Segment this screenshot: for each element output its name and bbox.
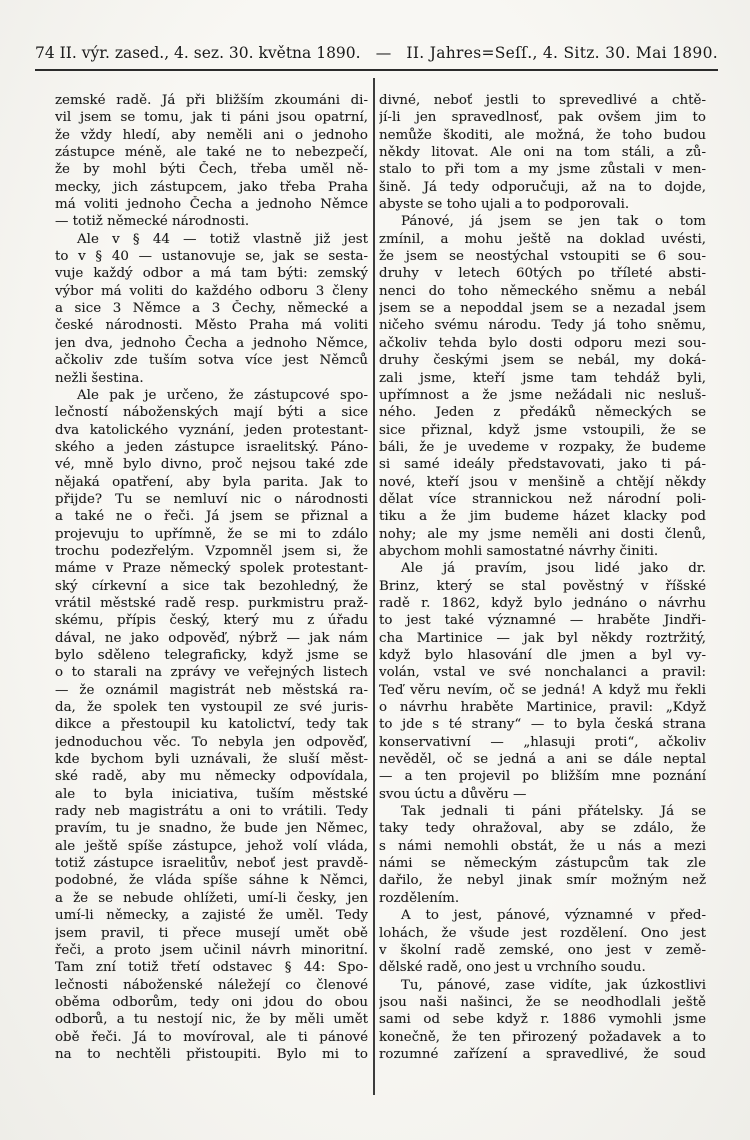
text-line: má voliti jednoho Čecha a jednoho Němce bbox=[55, 197, 368, 213]
right-column bbox=[379, 92, 706, 1095]
text-line: jsou naši našinci, že se neodhodlali ještě bbox=[379, 994, 706, 1010]
text-line: a také ne o řeči. Já jsem se přiznal a bbox=[55, 509, 368, 525]
text-line: o návrhu hraběte Martinice, pravil: „Když bbox=[379, 700, 706, 716]
text-line: si samé ideály představovati, jako ti pá- bbox=[379, 457, 706, 473]
text-line: přijde? Tu se nemluví nic o národnosti bbox=[55, 491, 368, 507]
text-line: Tak jednali ti páni přátelsky. Já se bbox=[401, 804, 706, 820]
text-line: dával, ne jako odpověď, nýbrž — jak nám bbox=[55, 630, 368, 646]
text-line: dva katolického vyznání, jeden protestant- bbox=[55, 422, 368, 438]
text-line: dikce a přestoupil ku katolictví, tedy tak bbox=[55, 717, 368, 733]
text-line: ale ještě spíše zástupce, jehož volí vláda, bbox=[55, 838, 368, 854]
text-line: odborů, a tu nestojí nic, že by měli umět bbox=[55, 1012, 368, 1028]
text-line: s námi nemohli obstát, že u nás a mezi bbox=[379, 838, 706, 854]
text-line: ného. Jeden z předáků německých se bbox=[379, 405, 706, 421]
text-line: o to starali na zprávy ve veřejných listech bbox=[55, 665, 368, 681]
text-line: radě r. 1862, když bylo jednáno o návrhu bbox=[379, 595, 706, 611]
text-line: to v § 40 — ustanovuje se, jak se sesta- bbox=[55, 249, 368, 265]
text-line: konservativní — „hlasuji proti“, ačkoliv bbox=[379, 734, 706, 750]
text-line: umí-li německy, a zajisté že uměl. Tedy bbox=[55, 908, 368, 924]
text-line: rozdělením. bbox=[379, 890, 460, 906]
left-column bbox=[55, 92, 368, 1095]
text-line: Teď věru nevím, oč se jedná! A když mu řekli bbox=[379, 682, 706, 698]
text-line: lohách, že všude jest rozdělení. Ono jest bbox=[379, 925, 706, 941]
text-line: bylo sděleno telegraficky, když jsme se bbox=[55, 648, 368, 663]
text-line: trochu podezřelým. Vzpomněl jsem si, že bbox=[55, 543, 368, 559]
text-line: to jest také významné — hraběte Jindři- bbox=[379, 613, 706, 629]
text-line: vé, mně bylo divno, proč nejsou také zde bbox=[55, 457, 368, 473]
text-line: Ale pak je určeno, že zástupcové spo- bbox=[77, 387, 368, 403]
text-line: v školní radě zemské, ono jest v země- bbox=[379, 942, 706, 958]
text-line: dělské radě, ono jest u vrchního soudu. bbox=[379, 960, 646, 976]
text-line: ničeho svému národu. Tedy já toho sněmu, bbox=[379, 318, 706, 334]
text-line: nemůže škoditi, ale možná, že toho budou bbox=[379, 127, 706, 143]
text-line: ale to byla iniciativa, tuším městské bbox=[55, 786, 368, 802]
text-line: sami od sebe když r. 1886 vymohli jsme bbox=[379, 1012, 706, 1028]
text-line: — totiž německé národnosti. bbox=[55, 214, 250, 230]
text-line: jsem se a nepoddal jsem se a nezadal jsem bbox=[379, 301, 706, 317]
text-line: Tu, pánové, zase vidíte, jak úzkostlivi bbox=[401, 977, 706, 993]
text-line: podobné, že vláda spíše sáhne k Němci, bbox=[55, 873, 368, 889]
text-line: jednoduchou věc. To nebyla jen odpověď, bbox=[55, 734, 368, 750]
text-line: ačkoliv tehda bylo dosti odporu mezi sou- bbox=[379, 335, 706, 351]
text-line: mecky, jich zástupcem, jako třeba Praha bbox=[55, 179, 368, 195]
text-line: totiž zástupce israelitův, neboť jest pravdě- bbox=[55, 856, 368, 872]
text-line: zmínil, a mohu ještě na doklad uvésti, bbox=[379, 231, 706, 247]
text-line: šině. Já tedy odporučuji, až na to dojde, bbox=[379, 179, 706, 195]
text-line: cha Martinice — jak byl někdy roztržitý, bbox=[379, 630, 706, 646]
text-line: někdy litovat. Ale oni na tom stáli, a zů- bbox=[379, 145, 706, 161]
text-line: divné, neboť jestli to sprevedlivé a chtě- bbox=[379, 93, 706, 108]
page-header bbox=[35, 44, 718, 62]
text-line: druhy v letech 60tých po tříleté absti- bbox=[379, 266, 706, 282]
text-line: vil jsem se tomu, jak ti páni jsou opatrní, bbox=[55, 110, 368, 126]
text-line: konečně, že ten přirozený požadavek a to bbox=[379, 1029, 706, 1045]
text-line: ské radě, aby mu německy odpovídala, bbox=[55, 769, 368, 785]
text-line: zemské radě. Já při bližším zkoumáni di- bbox=[55, 93, 368, 108]
text-line: nohy; ale my jsme neměli ani dosti členů, bbox=[379, 526, 706, 542]
text-line: na to nechtěli přistoupiti. Bylo mi to bbox=[55, 1046, 368, 1062]
text-line: projevuju to upřímně, že se mi to zdálo bbox=[55, 526, 368, 542]
text-line: Ale já pravím, jsou lidé jako dr. bbox=[401, 561, 706, 577]
text-line: ačkoliv zde tuším sotva více jest Němců bbox=[55, 353, 368, 369]
text-line: taky tedy ohražoval, aby se zdálo, že bbox=[379, 821, 706, 837]
text-line: a že se nebude ohlížeti, umí-li česky, jen bbox=[55, 890, 368, 906]
text-line: Ale v § 44 — totiž vlastně již jest bbox=[77, 231, 368, 247]
text-line: zástupce méně, ale také ne to nebezpečí, bbox=[55, 145, 368, 161]
text-line: upřímnost a že jsme nežádali nic nesluš- bbox=[379, 387, 706, 403]
text-line: lečnosti náboženské náležejí co členové bbox=[55, 977, 368, 993]
text-line: nové, kteří jsou v menšině a chtějí někdy bbox=[379, 474, 706, 490]
text-line: rady neb magistrátu a oni to vrátili. Tedy bbox=[55, 804, 368, 820]
text-line: a sice 3 Němce a 3 Čechy, německé a bbox=[55, 301, 368, 317]
text-line: skému, přípis český, který mu z úřadu bbox=[55, 613, 368, 629]
text-line: rozumné zařízení a spravedlivé, že soud bbox=[379, 1046, 706, 1062]
text-line: že by mohl býti Čech, třeba uměl ně- bbox=[55, 162, 368, 178]
text-line: — že oznámil magistrát neb městská ra- bbox=[55, 682, 368, 698]
text-line: Brinz, který se stal pověstný v říšské bbox=[379, 578, 706, 594]
header-rule bbox=[35, 69, 718, 71]
text-line: oběma odborům, tedy oni jdou do obou bbox=[55, 994, 368, 1010]
text-line: že vždy hledí, aby neměli ani o jednoho bbox=[55, 127, 368, 143]
text-line: vrátil městské radě resp. purkmistru praž- bbox=[55, 595, 368, 611]
text-line: že jsem se neostýchal vstoupiti se 6 sou- bbox=[379, 249, 706, 265]
text-line: stalo to při tom a my jsme zůstali v men- bbox=[379, 162, 706, 178]
text-line: dařilo, že nebyl jinak smír možným než bbox=[379, 873, 706, 889]
text-line: vuje každý odbor a má tam býti: zemský bbox=[55, 266, 368, 282]
text-line: A to jest, pánové, významné v před- bbox=[401, 908, 706, 924]
text-line: ský církevní a sice tak bezohledný, že bbox=[55, 578, 368, 594]
text-line: jí-li jen spravedlnosť, pak ovšem jim to bbox=[379, 110, 706, 126]
text-line: lečností náboženských mají býti a sice bbox=[55, 405, 368, 421]
text-line: sice přiznal, když jsme vstoupili, že se bbox=[379, 422, 706, 438]
text-line: nějaká opatření, aby byla parita. Jak to bbox=[55, 474, 368, 490]
text-line: obě řeči. Já to movíroval, ale ti pánové bbox=[55, 1029, 368, 1045]
text-line: výbor má voliti do každého odboru 3 členy bbox=[55, 283, 368, 299]
text-line: to jde s té strany“ — to byla česká strana bbox=[379, 717, 706, 733]
text-line: tiku a že jim budeme házet klacky pod bbox=[379, 509, 706, 525]
text-line: druhy českými jsem se nebál, my doká- bbox=[379, 353, 706, 369]
text-line: Pánové, já jsem se jen tak o tom bbox=[401, 214, 706, 230]
text-line: řeči, a proto jsem učinil návrh minoritní. bbox=[55, 942, 368, 958]
text-line: nežli šestina. bbox=[55, 370, 144, 386]
text-line: zali jsme, kteří jsme tam tehdáž byli, bbox=[379, 370, 706, 386]
text-line: ského a jeden zástupce israelitský. Páno- bbox=[55, 439, 368, 455]
text-line: Tam zní totiž třetí odstavec § 44: Spo- bbox=[55, 960, 368, 976]
text-line: svou úctu a důvěru — bbox=[379, 786, 527, 802]
text-line: báli, že je uvedeme v rozpaky, že budeme bbox=[379, 439, 706, 455]
text-line: pravím, tu je snadno, že bude jen Němec, bbox=[55, 821, 368, 837]
header-czech-session: 74 II. výr. zased., 4. sez. 30. května 1890. bbox=[35, 44, 361, 62]
text-line: dělat více strannickou než národní poli- bbox=[379, 491, 706, 507]
text-line: nenci do toho německého sněmu a nebál bbox=[379, 283, 706, 299]
text-line: jsem pravil, ti přece musejí umět obě bbox=[55, 925, 368, 941]
text-line: jen dva, jednoho Čecha a jednoho Němce, bbox=[55, 335, 368, 351]
text-line: volán, vstal ve své nonchalanci a pravil: bbox=[379, 665, 706, 681]
text-columns bbox=[55, 92, 706, 1095]
text-line: da, že spolek ten vystoupil ze své juris- bbox=[55, 700, 368, 716]
text-line: abyste se toho ujali a to podporovali. bbox=[379, 197, 630, 213]
text-line: máme v Praze německý spolek protestant- bbox=[55, 561, 368, 577]
text-line: české národnosti. Město Praha má voliti bbox=[55, 318, 368, 334]
column-divider bbox=[373, 78, 375, 1095]
text-line: — a ten projevil po bližším mne poznání bbox=[379, 769, 706, 785]
text-line: když bylo hlasování dle jmen a byl vy- bbox=[379, 648, 706, 663]
header-german-session: II. Jahres=Seſſ., 4. Sitz. 30. Mai 1890. bbox=[406, 44, 718, 62]
text-line: kde bychom byli uznávali, že sluší měst- bbox=[55, 752, 368, 768]
text-line: abychom mohli samostatné návrhy činiti. bbox=[379, 543, 659, 559]
text-line: nevěděl, oč se jedná a ani se dále neptal bbox=[379, 752, 706, 768]
text-line: námi se německým zástupcům tak zle bbox=[379, 856, 706, 872]
header-dash: — bbox=[375, 44, 392, 62]
